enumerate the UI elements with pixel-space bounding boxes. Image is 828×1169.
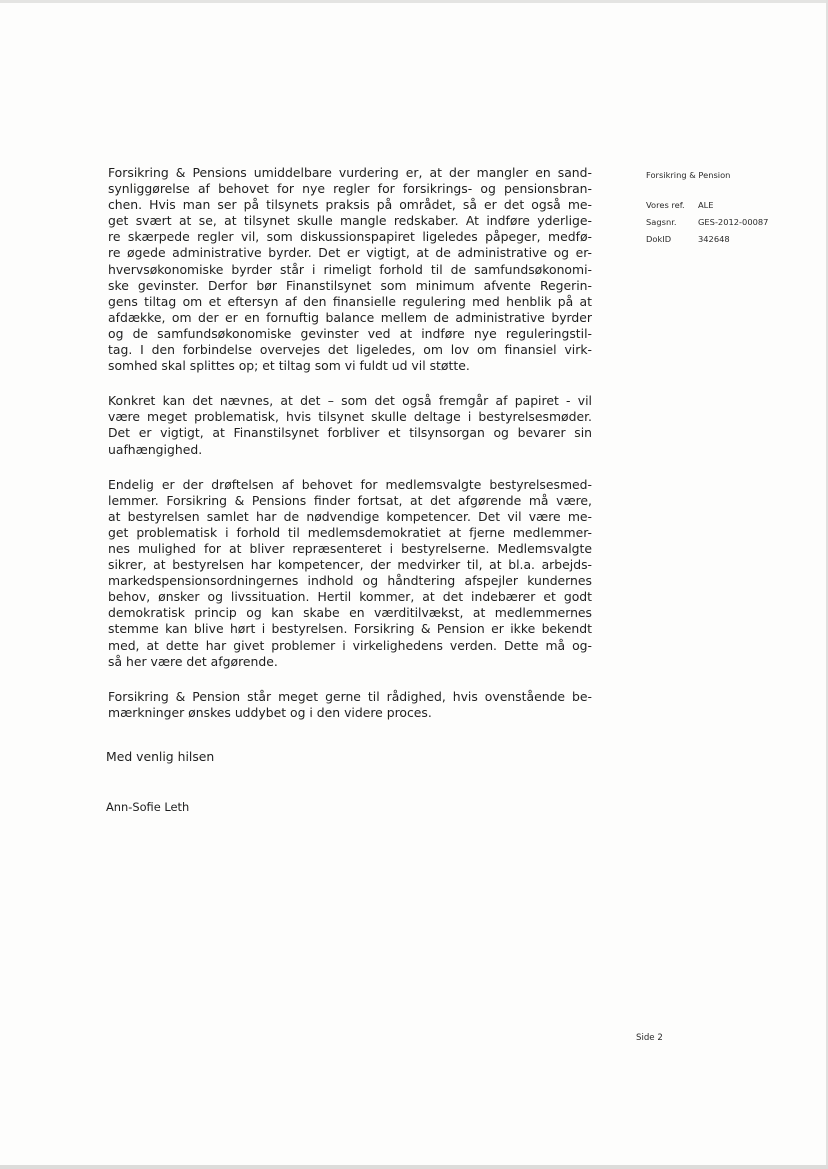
ref-label: Vores ref. — [646, 200, 685, 210]
text-line: og de samfundsøkonomiske gevinster ved at indføre nye reguleringstil- — [108, 325, 592, 341]
text-line: Endelig er der drøftelsen af behovet for medlemsvalgte bestyrelsesmed- — [108, 476, 592, 492]
text-line: lemmer. Forsikring & Pensions finder fortsat, at det afgørende må være, — [108, 492, 592, 508]
text-line: sikrer, at bestyrelsen har kompetencer, der medvirker til, at bl.a. arbejds- — [108, 557, 592, 573]
body-paragraph — [108, 393, 592, 457]
signature-name: Ann-Sofie Leth — [106, 800, 190, 814]
body-paragraph — [108, 165, 592, 374]
case-number-label: Sagsnr. — [646, 217, 677, 227]
doc-id-row — [646, 234, 768, 251]
closing-greeting: Med venlig hilsen — [106, 749, 215, 764]
text-line: chen. Hvis man ser på tilsynets praksis på området, så er det også me- — [108, 197, 592, 213]
text-line: at bestyrelsen samlet har de nødvendige kompetencer. Det vil være me- — [108, 508, 592, 524]
text-line: mærkninger ønskes uddybet og i den videre proces. — [108, 704, 432, 720]
case-number-row — [646, 217, 768, 234]
doc-id-label: DokID — [646, 234, 672, 244]
case-number-value: GES-2012-00087 — [698, 217, 769, 227]
text-line: demokratisk princip og kan skabe en værditilvækst, at medlemmernes — [108, 605, 592, 621]
text-line: re øgede administrative byrder. Det er vigtigt, at de administrative og er- — [108, 245, 592, 261]
text-line: være meget problematisk, hvis tilsynet skulle deltage i bestyrelsesmøder. — [108, 409, 592, 425]
text-line: get svært at se, at tilsynet skulle mangle redskaber. At indføre yderlige- — [108, 213, 592, 229]
sidebar-org-name: Forsikring & Pension — [646, 170, 731, 180]
text-line: markedspensionsordningernes indhold og håndtering afspejler kundernes — [108, 573, 592, 589]
text-line: Det er vigtigt, at Finanstilsynet forbliver et tilsynsorgan og bevarer sin — [108, 425, 592, 441]
text-line: hvervsøkonomiske byrder står i rimeligt forhold til de samfundsøkonomi- — [108, 261, 592, 277]
page-number: Side 2 — [636, 1033, 663, 1043]
text-line: re skærpede regler vil, som diskussionspapiret ligeledes påpeger, medfø- — [108, 229, 592, 245]
text-line: nes mulighed for at bliver repræsenteret i bestyrelserne. Medlemsvalgte — [108, 540, 592, 556]
text-line: synliggørelse af behovet for nye regler for forsikrings- og pensionsbran- — [108, 181, 592, 197]
scan-edge-bottom — [0, 1165, 828, 1169]
text-line: Konkret kan det nævnes, at det – som det også fremgår af papiret - vil — [108, 393, 592, 409]
ref-value: ALE — [698, 200, 714, 210]
text-line: så her være det afgørende. — [108, 653, 278, 669]
text-line: somhed skal splittes op; et tiltag som vi fuldt ud vil støtte. — [108, 358, 470, 374]
letter-body — [108, 165, 592, 740]
text-line: get problematisk i forhold til medlemsdemokratiet at fjerne medlemmer- — [108, 524, 592, 540]
text-line: uafhængighed. — [108, 441, 203, 457]
text-line: afdække, om der er en fornuftig balance mellem de administrative byrder — [108, 309, 592, 325]
text-line: stemme kan blive hørt i bestyrelsen. Forsikring & Pension er ikke bekendt — [108, 621, 592, 637]
text-line: gens tiltag om et eftersyn af den finansielle regulering med henblik på at — [108, 293, 592, 309]
ref-row — [646, 200, 768, 217]
scan-edge-top — [0, 0, 828, 3]
body-paragraph — [108, 477, 592, 670]
text-line: Forsikring & Pensions umiddelbare vurdering er, at der mangler en sand- — [108, 165, 592, 180]
text-line: tag. I den forbindelse overvejes det ligeledes, om lov om finansiel virk- — [108, 342, 592, 358]
doc-id-value: 342648 — [698, 234, 730, 244]
text-line: Forsikring & Pension står meget gerne til rådighed, hvis ovenstående be- — [108, 688, 592, 704]
body-paragraph — [108, 689, 592, 721]
text-line: med, at dette har givet problemer i virkelighedens verden. Dette må og- — [108, 637, 592, 653]
text-line: ske gevinster. Derfor bør Finanstilsynet som minimum afvente Regerin- — [108, 277, 592, 293]
text-line: behov, ønsker og livssituation. Hertil kommer, at det indebærer et godt — [108, 589, 592, 605]
reference-sidebar — [646, 170, 768, 251]
